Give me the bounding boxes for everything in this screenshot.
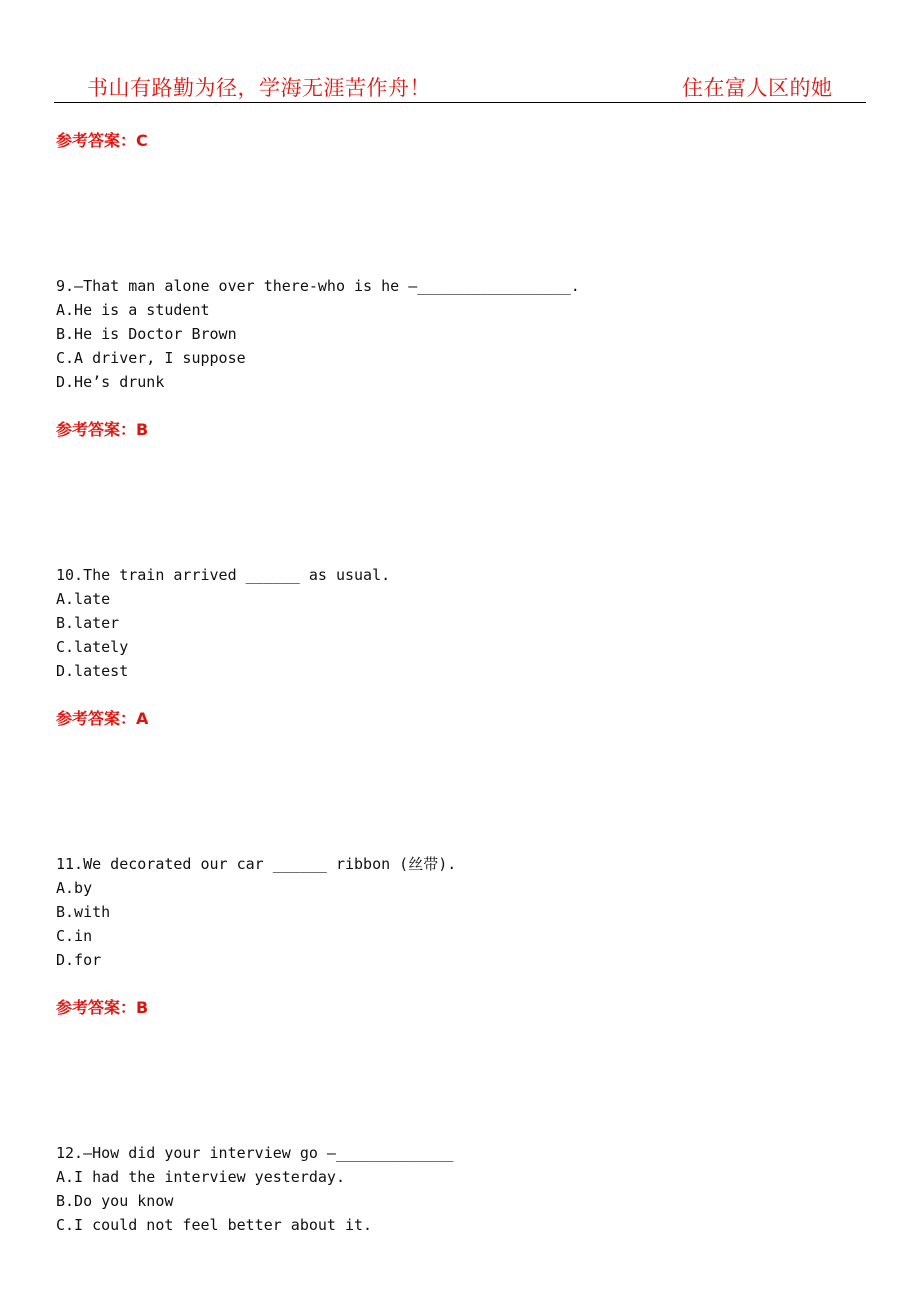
- question-9: [56, 274, 580, 394]
- option-a: A.late: [56, 590, 111, 608]
- header-divider: [54, 102, 866, 103]
- option-a: A.He is a student: [56, 301, 210, 319]
- question-text: 10.The train arrived ______ as usual.: [56, 566, 391, 584]
- answer-key: 参考答案：B: [56, 420, 149, 439]
- answer-key: 参考答案：B: [56, 998, 149, 1017]
- option-b: B.with: [56, 903, 111, 921]
- option-b: B.later: [56, 614, 120, 632]
- question-10: [56, 563, 390, 683]
- header-motto: 书山有路勤为径，学海无涯苦作舟！: [87, 76, 431, 100]
- option-c: C.in: [56, 927, 93, 945]
- option-c: C.lately: [56, 638, 129, 656]
- option-a: A.by: [56, 879, 93, 897]
- option-a: A.I had the interview yesterday.: [56, 1168, 345, 1186]
- header-author: 住在富人区的她: [682, 76, 833, 100]
- answer-key: 参考答案：C: [56, 131, 148, 150]
- question-11: [56, 852, 456, 972]
- answer-key: 参考答案：A: [56, 709, 149, 728]
- question-12: [56, 1141, 453, 1237]
- question-text: 11.We decorated our car ______ ribbon (丝带).: [56, 855, 457, 873]
- option-b: B.Do you know: [56, 1192, 174, 1210]
- option-d: D.He’s drunk: [56, 373, 165, 391]
- option-c: C.A driver, I suppose: [56, 349, 246, 367]
- option-b: B.He is Doctor Brown: [56, 325, 237, 343]
- option-d: D.for: [56, 951, 102, 969]
- question-text: 9.—That man alone over there-who is he —_________________.: [56, 277, 580, 295]
- option-d: D.latest: [56, 662, 129, 680]
- question-text: 12.—How did your interview go —_____________: [56, 1144, 454, 1162]
- option-c: C.I could not feel better about it.: [56, 1216, 373, 1234]
